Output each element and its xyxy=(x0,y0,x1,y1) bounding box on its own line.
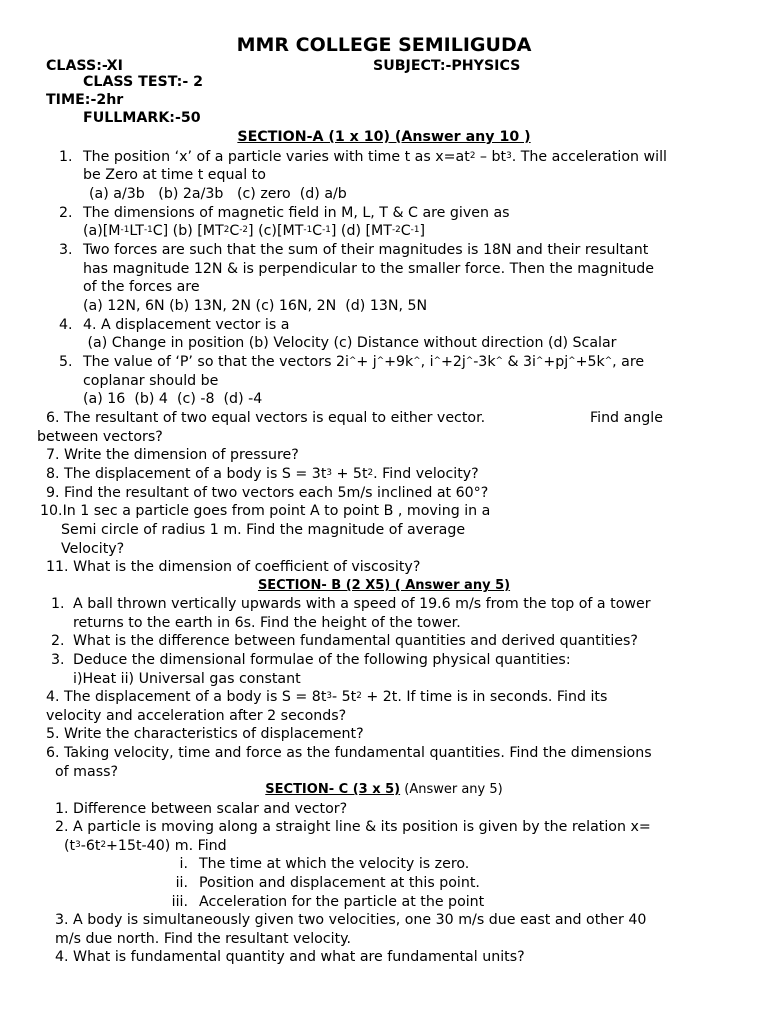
q-b2-line1: What is the difference between fundamental quantities and derived quantities? xyxy=(73,633,638,649)
q-c2-sub-i: The time at which the velocity is zero. xyxy=(199,856,470,872)
q-b1-line1: A ball thrown vertically upwards with a speed of 19.6 m/s from the top of a tower xyxy=(73,596,651,612)
q-a10-line2: Semi circle of radius 1 m. Find the magnitude of average xyxy=(61,522,466,538)
q-a1-number: 1. xyxy=(59,149,73,165)
q-a1-line1: The position ‘x’ of a particle varies with time t as $x=at^2 - bt^3$. The acceleration will xyxy=(83,149,667,165)
q-a3-number: 3. xyxy=(59,242,73,258)
q-a5-line2: coplanar should be xyxy=(83,373,219,389)
q-b4-line1: 4. The displacement of a body is $S = 8t^3-$ $5t^2 + 2t$. If time is in seconds. Find its xyxy=(46,689,608,705)
q-b5: 5. Write the characteristics of displacement? xyxy=(46,726,364,742)
q-a4-number: 4. xyxy=(59,317,73,333)
section-b-heading: SECTION- B (2 X5) ( Answer any 5) xyxy=(257,578,511,593)
q-c2-sub-ii: Position and displacement at this point. xyxy=(199,875,480,891)
q-a1-line2: be Zero at time t equal to xyxy=(83,167,266,183)
q-c3-line1: 3. A body is simultaneously given two velocities, one 30 m/s due east and other 40 xyxy=(55,912,647,928)
q-c4: 4. What is fundamental quantity and what are fundamental units? xyxy=(55,949,525,965)
q-a2-number: 2. xyxy=(59,205,73,221)
q-a5-options: (a) 16 (b) 4 (c) -8 (d) -4 xyxy=(83,391,263,407)
q-a2-line1: The dimensions of magnetic field in M, L, T & C are given as xyxy=(83,205,510,221)
q-a3-line2: has magnitude 12N & is perpendicular to the smaller force. Then the magnitude xyxy=(83,261,655,277)
q-a6-line1b: Find angle xyxy=(590,410,663,426)
class-test-label: CLASS TEST:- 2 xyxy=(83,74,204,90)
q-a2-options: $(a)[M^{-1}LT^{-1}C]$ (b) $[MT^2C^{-2}]$ $(c)[MT^{-1}C^{-1}]$ (d) $[MT^{-2}C^{-1}]$ xyxy=(83,223,425,239)
q-c2-sub-i-number: i. xyxy=(179,856,188,872)
q-a6-line2: between vectors? xyxy=(37,429,163,445)
q-a10-line1: 10.In 1 sec a particle goes from point A to point B , moving in a xyxy=(40,503,491,519)
time-label: TIME:-2hr xyxy=(46,92,124,108)
section-a-heading: SECTION-A (1 x 10) (Answer any 10 ) xyxy=(237,129,531,145)
q-b3-number: 3. xyxy=(51,652,65,668)
q-a1-options: (a) a/3b (b) 2a/3b (c) zero (d) a/b xyxy=(89,186,347,202)
q-a7: 7. Write the dimension of pressure? xyxy=(46,447,299,463)
q-c3-line2: m/s due north. Find the resultant velocity. xyxy=(55,931,352,947)
q-a6-line1: 6. The resultant of two equal vectors is equal to either vector. xyxy=(46,410,486,426)
q-a11: 11. What is the dimension of coefficient of viscosity? xyxy=(46,559,421,575)
q-b2-number: 2. xyxy=(51,633,65,649)
q-a9: 9. Find the resultant of two vectors each 5m/s inclined at 60°? xyxy=(46,485,489,501)
q-a3-line3: of the forces are xyxy=(83,279,200,295)
q-c2-sub-iii: Acceleration for the particle at the point xyxy=(199,894,485,910)
subject-label: SUBJECT:-PHYSICS xyxy=(373,58,521,74)
q-a3-options: (a) 12N, 6N (b) 13N, 2N (c) 16N, 2N (d) 13N, 5N xyxy=(83,298,428,314)
college-title: MMR COLLEGE SEMILIGUDA xyxy=(236,34,532,56)
q-a3-line1: Two forces are such that the sum of their magnitudes is 18N and their resultant xyxy=(83,242,649,258)
q-a5-number: 5. xyxy=(59,354,73,370)
class-label: CLASS:-XI xyxy=(46,58,123,74)
q-c2-line2: $(t^3-6t^2+15t-40)$ m. Find xyxy=(64,838,227,854)
q-b6-line1: 6. Taking velocity, time and force as the fundamental quantities. Find the dimensions xyxy=(46,745,652,761)
q-b1-number: 1. xyxy=(51,596,65,612)
q-b3-line2: i)Heat ii) Universal gas constant xyxy=(73,671,301,687)
q-a4-options: (a) Change in position (b) Velocity (c) Distance without direction (d) Scalar xyxy=(83,335,617,351)
q-b6-line2: of mass? xyxy=(55,764,119,780)
q-a4-line1: 4. A displacement vector is a xyxy=(83,317,290,333)
q-a8: 8. The displacement of a body is $S = 3t^3 + 5t^2$. Find velocity? xyxy=(46,466,479,482)
q-c2-sub-ii-number: ii. xyxy=(175,875,188,891)
q-b4-line2: velocity and acceleration after 2 seconds? xyxy=(46,708,347,724)
q-c2-sub-iii-number: iii. xyxy=(171,894,188,910)
q-c2-line1: 2. A particle is moving along a straight line & its position is given by the relation x= xyxy=(55,819,651,835)
section-c-heading: SECTION- C (3 x 5) (Answer any 5) xyxy=(265,782,503,797)
q-a5-line1: The value of ‘P’ so that the vectors 2i^+ j^+9k^, i^+2j^-3k^ & 3i^+pj^+5k^, are xyxy=(83,354,645,370)
fullmark-label: FULLMARK:-50 xyxy=(83,110,201,126)
q-c1: 1. Difference between scalar and vector? xyxy=(55,801,348,817)
q-b3-line1: Deduce the dimensional formulae of the following physical quantities: xyxy=(73,652,571,668)
q-a10-line3: Velocity? xyxy=(61,541,125,557)
q-b1-line2: returns to the earth in 6s. Find the height of the tower. xyxy=(73,615,461,631)
